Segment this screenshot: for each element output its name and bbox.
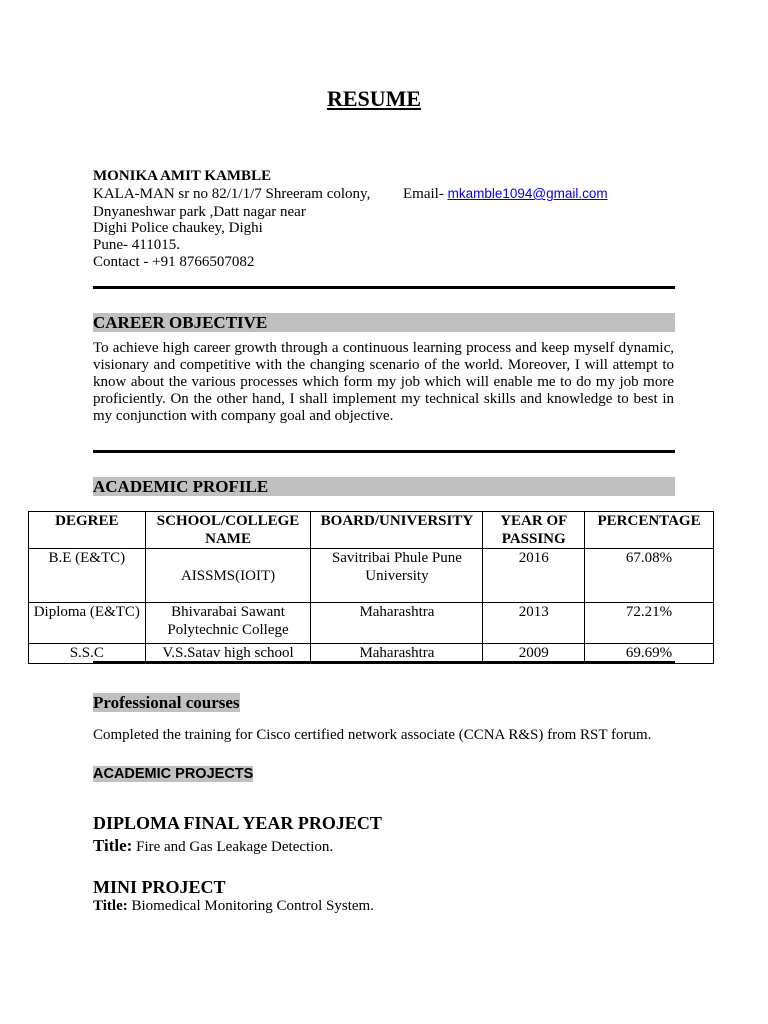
table-row	[29, 549, 714, 603]
col-percentage: PERCENTAGE	[585, 512, 714, 549]
academic-projects-label: ACADEMIC PROJECTS	[93, 766, 254, 782]
diploma-project-heading: DIPLOMA FINAL YEAR PROJECT	[93, 813, 382, 833]
address-line-4: Pune- 411015.	[93, 237, 180, 253]
cell-board: Maharashtra	[311, 603, 483, 644]
candidate-name: MONIKA AMIT KAMBLE	[93, 168, 272, 184]
email-row	[403, 186, 608, 203]
col-year: YEAR OF PASSING	[483, 512, 585, 549]
professional-courses-text: Completed the training for Cisco certified network associate (CCNA R&S) from RST forum.	[93, 727, 652, 743]
mini-project-heading: MINI PROJECT	[93, 877, 226, 897]
contact-phone: Contact - +91 8766507082	[93, 254, 255, 270]
cell-school: AISSMS(IOIT)	[145, 549, 311, 603]
cell-percentage: 72.21%	[585, 603, 714, 644]
cell-year: 2009	[483, 644, 585, 664]
academic-profile-heading: ACADEMIC PROFILE	[93, 477, 675, 496]
col-board: BOARD/UNIVERSITY	[311, 512, 483, 549]
cell-degree: S.S.C	[29, 644, 146, 664]
cell-degree: B.E (E&TC)	[29, 549, 146, 603]
mini-project-title	[93, 898, 374, 915]
address-line-3: Dighi Police chaukey, Dighi	[93, 220, 263, 236]
cell-school: Bhivarabai Sawant Polytechnic College	[145, 603, 311, 644]
cell-board: Maharashtra	[311, 644, 483, 664]
professional-courses-label: Professional courses	[93, 693, 240, 712]
email-link[interactable]: mkamble1094@gmail.com	[447, 186, 608, 201]
diploma-title-label: Title:	[93, 836, 133, 855]
cell-percentage: 69.69%	[585, 644, 714, 664]
col-school: SCHOOL/COLLEGE NAME	[145, 512, 311, 549]
professional-courses-heading	[93, 693, 240, 713]
cell-degree: Diploma (E&TC)	[29, 603, 146, 644]
address-line-1: KALA-MAN sr no 82/1/1/7 Shreeram colony,	[93, 186, 371, 202]
academic-table	[28, 511, 714, 664]
diploma-project-title	[93, 836, 333, 856]
cell-year: 2016	[483, 549, 585, 603]
col-degree: DEGREE	[29, 512, 146, 549]
table-underline	[93, 661, 675, 663]
divider-2	[93, 450, 675, 453]
cell-board: Savitribai Phule Pune University	[311, 549, 483, 603]
cell-percentage: 67.08%	[585, 549, 714, 603]
diploma-title-text: Fire and Gas Leakage Detection.	[132, 839, 334, 855]
address-line-2: Dnyaneshwar park ,Datt nagar near	[93, 204, 306, 220]
career-objective-text: To achieve high career growth through a continuous learning process and keep myself dynamic, visionary and competitive with the changing scenario of the world. Moreover, I will attempt to know about the various processes which form my job which will enable me to do my job more proficiently. On the other hand, I shall implement my technical skills and knowledge to best in my conjunction with company goal and objective.	[93, 340, 674, 424]
email-label: Email-	[403, 186, 448, 202]
cell-school: V.S.Satav high school	[145, 644, 311, 664]
mini-title-text: Biomedical Monitoring Control System.	[127, 898, 374, 914]
cell-year: 2013	[483, 603, 585, 644]
academic-projects-heading	[93, 766, 253, 782]
career-objective-heading: CAREER OBJECTIVE	[93, 313, 675, 332]
table-row	[29, 603, 714, 644]
resume-title: RESUME	[326, 86, 422, 111]
mini-title-label: Title:	[93, 898, 128, 914]
table-header-row	[29, 512, 714, 549]
divider-1	[93, 286, 675, 289]
